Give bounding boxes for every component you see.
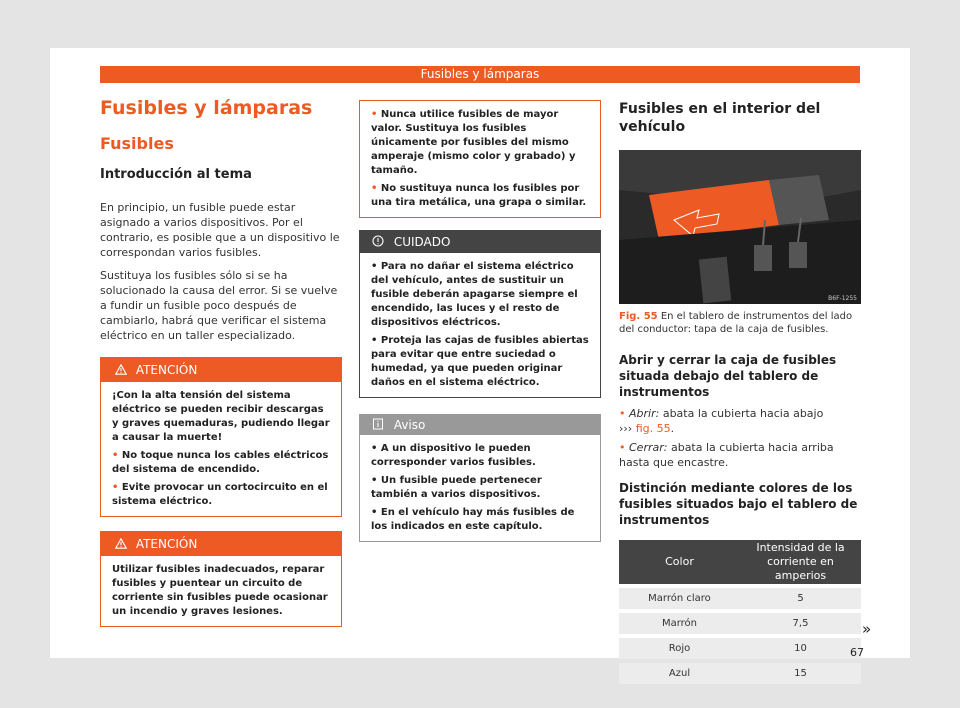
warning-lead: Utilizar fusibles inadecuados, reparar fusibles y puentear un circuito de corriente sin fusibles puede ocasionar un incendio y graves lesiones. [112, 564, 328, 617]
warning-box-body [101, 556, 341, 626]
column-2 [359, 100, 601, 542]
caution-box-body [360, 253, 600, 397]
page-number: 67 [850, 646, 864, 659]
figure-caption-text: En el tablero de instrumentos del lado del conductor: tapa de la caja de fusibles. [619, 311, 853, 335]
dashboard-illustration [619, 150, 861, 304]
open-instruction: • Abrir: abata la cubierta hacia abajo ››› fig. 55. [619, 407, 824, 435]
table-header-row [619, 540, 861, 584]
bullet-dot: • [371, 183, 378, 194]
note-box-header [360, 415, 600, 435]
table-header-color: Color [619, 540, 740, 584]
table-row [619, 663, 861, 684]
warning-box-2 [100, 531, 342, 627]
warning-bullet: • Evite provocar un cortocircuito en el sistema eléctrico. [112, 482, 328, 507]
table-cell-color: Rojo [619, 638, 740, 659]
warning-triangle-icon [115, 537, 131, 551]
note-bullet: • A un dispositivo le pueden corresponder varios fusibles. [371, 443, 536, 468]
warning-lead: ¡Con la alta tensión del sistema eléctrico se pueden recibir descargas y graves quemaduras, pudiendo llegar a causar la muerte! [112, 390, 330, 443]
bullet-dot: • [619, 407, 626, 420]
caution-box [359, 230, 601, 398]
note-bullet: • En el vehículo hay más fusibles de los indicados en este capítulo. [371, 507, 575, 532]
warning-bullet: • Nunca utilice fusibles de mayor valor. Sustituya los fusibles únicamente por fusibles del mismo amperaje (mismo color y grabado) y tamaño. [371, 109, 576, 176]
table-cell-amperage: 10 [740, 638, 861, 659]
table-row [619, 588, 861, 609]
note-bullet: • Un fusible puede pertenecer también a varios dispositivos. [371, 475, 542, 500]
warning-box-1 [100, 357, 342, 517]
table-row [619, 638, 861, 659]
table-cell-amperage: 5 [740, 588, 861, 609]
table-header-amperage: Intensidad de la corriente en amperios [740, 540, 861, 584]
column-1 [100, 96, 342, 627]
intro-paragraph-2: Sustituya los fusibles sólo si se ha solucionado la causa del error. Si se vuelve a fundir un fusible poco después de cambiarlo, habrá que verificar el sistema eléctrico en un taller especializado. [100, 269, 338, 342]
warning-triangle-icon [115, 363, 131, 377]
warning-bullet: • No toque nunca los cables eléctricos del sistema de encendido. [112, 450, 329, 475]
continue-arrow: » [862, 620, 872, 638]
warning-box-header [101, 532, 341, 556]
warning-box-body [101, 382, 341, 516]
table-row [619, 613, 861, 634]
fuse-color-table [619, 536, 861, 688]
figure-code: B6F-1255 [828, 295, 857, 302]
warning-title: ATENCIÓN [135, 363, 198, 377]
subsection-open-close: Abrir y cerrar la caja de fusibles situada debajo del tablero de instrumentos [619, 353, 837, 399]
info-circle-icon [372, 235, 388, 249]
warning-box-header [101, 358, 341, 382]
bullet-dot: • [619, 441, 626, 454]
section-title: Fusibles [100, 134, 174, 153]
page-title: Fusibles y lámparas [100, 97, 313, 119]
warning-bullet: • No sustituya nunca los fusibles por una tira metálica, una grapa o similar. [371, 183, 587, 208]
bullet-dot: • [371, 109, 378, 120]
fuse-box-figure [619, 150, 861, 304]
figure-caption [619, 310, 861, 336]
figure-label: Fig. 55 [619, 311, 658, 322]
note-title: Aviso [393, 418, 426, 432]
caution-bullet: • Para no dañar el sistema eléctrico del vehículo, antes de sustituir un fusible deberán apagarse siempre el encendido, las luces y el resto de dispositivos eléctricos. [371, 261, 578, 328]
note-box [359, 414, 601, 542]
caution-bullet: • Proteja las cajas de fusibles abiertas para evitar que entre suciedad o humedad, ya que pueden originar daños en el sistema eléctrico. [371, 335, 589, 388]
table-cell-color: Marrón [619, 613, 740, 634]
subsection-color-codes: Distinción mediante colores de los fusibles situados bajo el tablero de instrumentos [619, 481, 858, 527]
warning-title: ATENCIÓN [135, 537, 198, 551]
bullet-dot: • [112, 482, 119, 493]
caution-title: CUIDADO [393, 235, 451, 249]
table-cell-color: Marrón claro [619, 588, 740, 609]
warning-box-continued [359, 100, 601, 218]
table-cell-color: Azul [619, 663, 740, 684]
subsection-title: Introducción al tema [100, 167, 252, 182]
bullet-dot: • [112, 450, 119, 461]
table-cell-amperage: 7,5 [740, 613, 861, 634]
intro-paragraph-1: En principio, un fusible puede estar asignado a varios dispositivos. Por el contrario, es posible que a un dispositivo le correspondan varios fusibles. [100, 201, 340, 259]
note-icon [372, 418, 388, 432]
close-instruction: • Cerrar: abata la cubierta hacia arriba hasta que encastre. [619, 441, 834, 469]
caution-box-header [360, 231, 600, 253]
note-box-body [360, 435, 600, 541]
warning-box-body [360, 101, 600, 217]
header-band: Fusibles y lámparas [100, 66, 860, 83]
column-3 [619, 100, 861, 688]
table-cell-amperage: 15 [740, 663, 861, 684]
section-heading: Fusibles en el interior del vehículo [619, 101, 821, 135]
figure-reference-link[interactable]: fig. 55 [635, 422, 671, 435]
